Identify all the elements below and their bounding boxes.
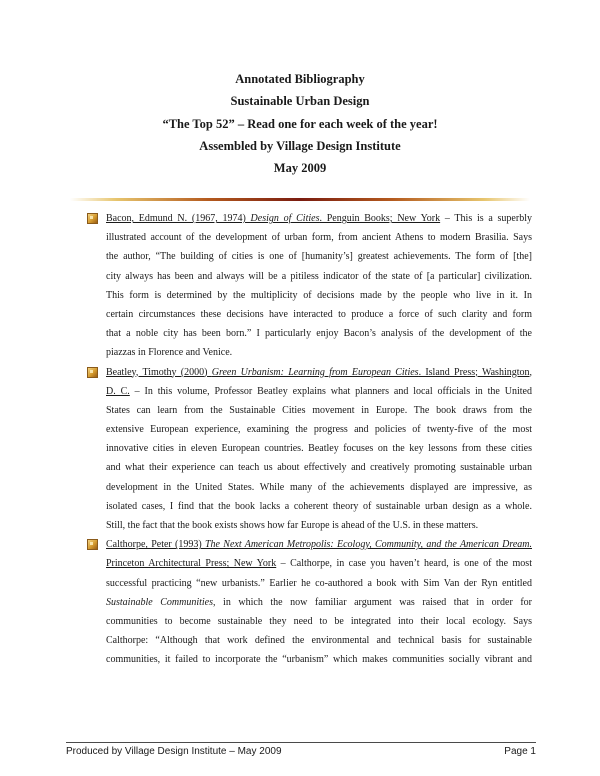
entry-line: successful practicing “new urbanists.” Earlier he co-authored a book with Sim Van der Ryn entitled	[106, 577, 532, 589]
entry-line: communities to become sustainable they need to be integrated into their local ecology. Says	[106, 615, 532, 627]
footer-rule	[66, 742, 536, 743]
entry-line	[106, 382, 532, 401]
entry-line	[106, 554, 532, 573]
footer-credit: Produced by Village Design Institute – May 2009	[66, 746, 282, 757]
entry-publisher: . Penguin Books; New York	[319, 213, 441, 224]
bibliography-list	[106, 209, 532, 670]
bullet-icon	[87, 367, 98, 378]
bullet-icon	[87, 539, 98, 550]
entry-line: that a noble city has been born.” I particularly enjoy Bacon’s analysis of the development of the	[106, 328, 532, 340]
entry-line	[106, 593, 532, 612]
entry-annotation: – Calthorpe, in case you haven’t heard, is one of the most	[276, 558, 532, 570]
entry-book-title: The Next American Metropolis: Ecology, Community, and the American Dream.	[205, 539, 532, 551]
entry-author-year: Calthorpe, Peter (1993)	[106, 539, 205, 551]
entry-line: illustrated account of the development of urban form, from ancient Athens to modern Brasilia. Says	[106, 232, 532, 244]
bullet-icon	[87, 213, 98, 224]
entry-line: city always has been and always will be a pitiless indicator of the state of [a particular] civilization.	[106, 270, 532, 282]
bibliography-entry-bacon	[106, 209, 532, 363]
entry-line: piazzas in Florence and Venice.	[106, 347, 233, 359]
entry-line: and what their experience can teach us about effectively and creatively promoting sustainable urban	[106, 462, 532, 474]
entry-line: the author, “The building of cities is one of [humanity’s] greatest achievements. The form of [the]	[106, 251, 532, 263]
entry-line: States can learn from the Sustainable Cities movement in Europe. The book draws from the	[106, 404, 532, 416]
entry-annotation: – This is a superbly	[440, 213, 532, 224]
decorative-divider	[70, 198, 530, 201]
entry-citation	[106, 367, 532, 378]
entry-line	[106, 209, 532, 228]
entry-citation	[106, 213, 440, 224]
header-subtitle: Sustainable Urban Design	[230, 94, 370, 109]
header-date: May 2009	[273, 161, 327, 176]
header-tagline: “The Top 52” – Read one for each week of the year!	[162, 116, 438, 131]
entry-line: Still, the fact that the book exists shows how far Europe is ahead of the U.S. in these matters.	[106, 520, 479, 531]
entry-book-title: Design of Cities	[250, 213, 320, 224]
page-number: Page 1	[504, 746, 536, 757]
entry-publisher: . Island Press; Washington,	[418, 366, 532, 378]
entry-book-title: Green Urbanism: Learning from European Cities	[211, 366, 419, 378]
entry-line: innovative cities in eleven European countries. Beatley focuses on the key lessons from these cities	[106, 443, 532, 455]
entry-line: isolated cases, I find that the book lacks a coherent theory of sustainable urban design as a whole.	[106, 500, 532, 512]
header-title: Annotated Bibliography	[235, 72, 365, 86]
entry-line: development in the United States. While many of the achievements displayed are impressive, as	[106, 481, 532, 493]
entry-author-year: Bacon, Edmund N. (1967, 1974)	[106, 213, 251, 224]
entry-publisher: Princeton Architectural Press; New York	[106, 558, 277, 570]
entry-citation	[106, 539, 532, 550]
bibliography-entry-beatley	[106, 363, 532, 536]
entry-line: This form is determined by the multiplicity of decisions made by the people who live in it. In	[106, 289, 532, 301]
entry-line: Calthorpe: “Although that work defined the environmental and technical basis for sustainable	[106, 635, 532, 647]
entry-annotation: – In this volume, Professor Beatley explains what planners and local officials in the United	[129, 385, 532, 397]
entry-publisher-city: D. C.	[106, 385, 130, 397]
entry-line: communities, it failed to incorporate the “urbanism” which makes communities socially vibrant and	[106, 654, 532, 666]
entry-cited-title: Sustainable Communities	[106, 596, 213, 608]
entry-author-year: Beatley, Timothy (2000)	[106, 366, 212, 378]
entry-line: certain circumstances these decisions have interacted to produce a force of such clarity and form	[106, 308, 532, 320]
entry-annotation: , in which the now familiar argument was raised that in order for	[213, 596, 532, 608]
entry-line: extensive European experience, examining the progress and policies of twenty-five of the most	[106, 424, 532, 436]
header-author: Assembled by Village Design Institute	[199, 138, 401, 153]
entry-line	[106, 363, 532, 382]
bibliography-entry-calthorpe	[106, 535, 532, 669]
document-header	[0, 68, 600, 179]
entry-line	[106, 535, 532, 554]
